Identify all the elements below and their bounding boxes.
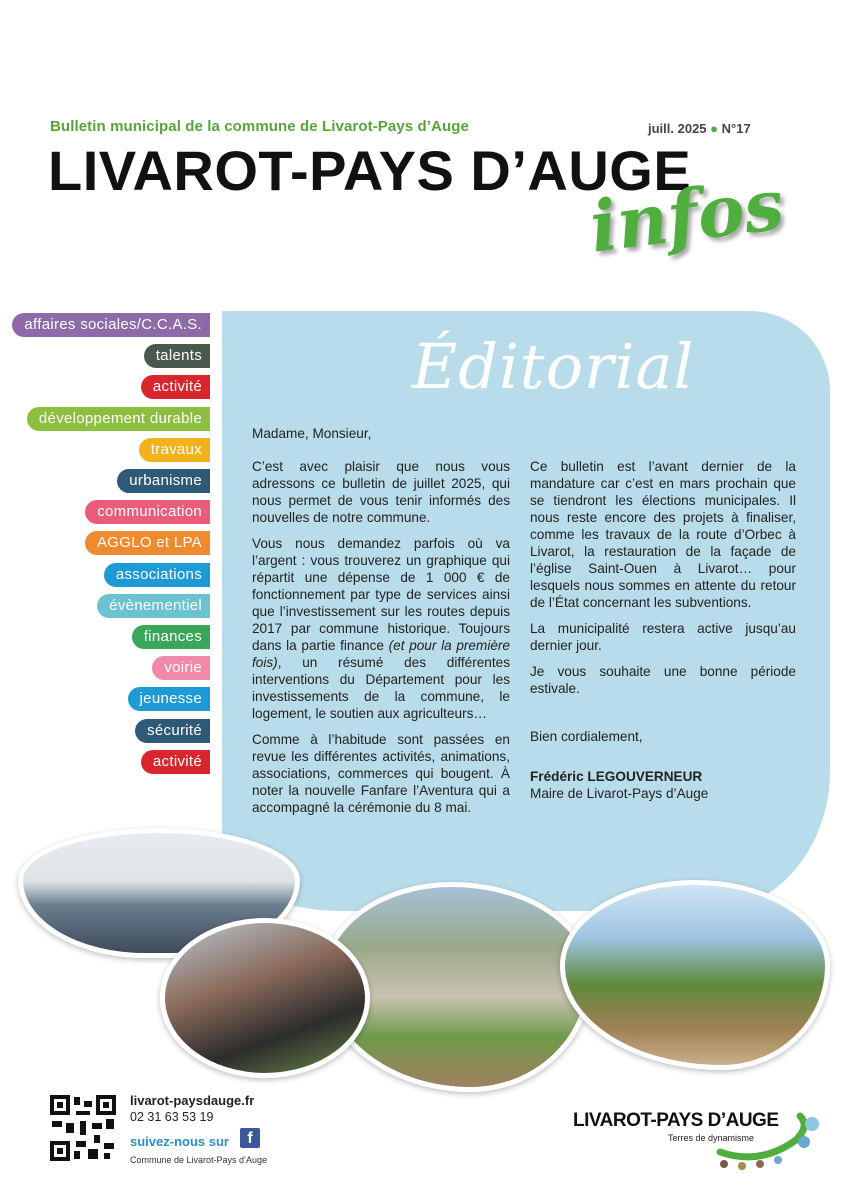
editorial-title: Éditorial — [412, 330, 695, 403]
logo-tagline: Terres de dynamisme — [668, 1133, 755, 1143]
infos-wordmark: infos — [585, 162, 788, 269]
masthead-title: LIVAROT-PAYS D’AUGE — [48, 139, 692, 202]
category-tag[interactable]: finances — [132, 625, 210, 649]
website-link[interactable]: livarot-paysdauge.fr — [130, 1093, 255, 1108]
qr-code[interactable] — [50, 1095, 116, 1161]
issue-separator: ● — [710, 121, 719, 136]
category-tag[interactable]: talents — [144, 344, 210, 368]
category-tag[interactable]: sécurité — [135, 719, 210, 743]
category-tag[interactable]: activité — [141, 375, 210, 399]
col2-paragraph-2: La municipalité restera active jusqu’au dernier jour. — [530, 621, 796, 653]
category-tag[interactable]: évènementiel — [97, 594, 210, 618]
category-tag[interactable]: AGGLO et LPA — [85, 531, 210, 555]
facebook-page-name: Commune de Livarot-Pays d’Auge — [130, 1155, 268, 1165]
col1-p2-italic: (et pour la première fois) — [252, 638, 510, 670]
phone-number: 02 31 63 53 19 — [130, 1110, 214, 1124]
logo-name: LIVAROT-PAYS D’AUGE — [573, 1110, 779, 1131]
col1-p2-end: , un résumé des différentes interventions du Département pour les investissements de la commune, le logement, le soutien aux agriculteurs… — [252, 655, 510, 721]
col2-paragraph-1: Ce bulletin est l’avant dernier de la mandature car c’est en mars prochain que se tiendront les élections municipales. Il nous reste encore des projets à finaliser, comme les travaux de la route d’Orbec à Livarot, la restauration de la façade de l’église Saint-Ouen à Livarot… pour lesquels nous sommes en attente du retour de l’État concernant les subventions. — [530, 459, 796, 610]
col2-paragraph-3: Je vous souhaite une bonne période estivale. — [530, 664, 796, 696]
category-tag[interactable]: voirie — [152, 656, 210, 680]
photo-ribbon-cutting — [160, 918, 370, 1078]
photo-worksite — [560, 880, 830, 1070]
issue-number: N°17 — [721, 121, 751, 136]
signature — [530, 768, 708, 802]
signer-name: Frédéric LEGOUVERNEUR — [530, 769, 703, 784]
signoff: Bien cordialement, — [530, 729, 643, 744]
follow-us-label: suivez-nous sur — [130, 1134, 229, 1149]
category-tag[interactable]: affaires sociales/C.C.A.S. — [12, 313, 210, 337]
category-tag[interactable]: urbanisme — [117, 469, 210, 493]
category-tag[interactable]: activité — [141, 750, 210, 774]
contact-info — [130, 1093, 254, 1125]
issue-info — [648, 121, 751, 136]
editorial-column-2 — [530, 458, 796, 706]
category-tag[interactable]: associations — [104, 563, 210, 587]
category-tag[interactable]: travaux — [139, 438, 210, 462]
bulletin-subtitle: Bulletin municipal de la commune de Livarot-Pays d’Auge — [50, 118, 469, 135]
col1-paragraph-2 — [252, 535, 510, 722]
category-tag[interactable]: jeunesse — [128, 687, 210, 711]
editorial-column-1 — [252, 458, 510, 825]
signer-role: Maire de Livarot-Pays d’Auge — [530, 786, 709, 801]
col1-p2-start: Vous nous demandez parfois où va l’argent : vous trouverez un graphique qui répartit une dépense de 1 000 € de fonctionnement par type de services ainsi que l’investissement sur les routes depuis 2017 par commune historique. Toujours dans la partie finance — [252, 536, 510, 653]
col1-paragraph-1: C’est avec plaisir que nous vous adressons ce bulletin de juillet 2025, qui nous permet de vous tenir informés des nouvelles de notre commune. — [252, 459, 510, 525]
col1-paragraph-3: Comme à l’habitude sont passées en revue les différentes activités, animations, associations, commerces qui bougent. À noter la nouvelle Fanfare l’Aventura qui a accompagné la cérémonie du 8 mai. — [252, 732, 510, 815]
category-tag[interactable]: développement durable — [27, 407, 210, 431]
category-tag[interactable]: communication — [85, 500, 210, 524]
salutation: Madame, Monsieur, — [252, 426, 372, 441]
issue-date: juill. 2025 — [648, 121, 707, 136]
facebook-icon[interactable]: f — [240, 1128, 260, 1148]
